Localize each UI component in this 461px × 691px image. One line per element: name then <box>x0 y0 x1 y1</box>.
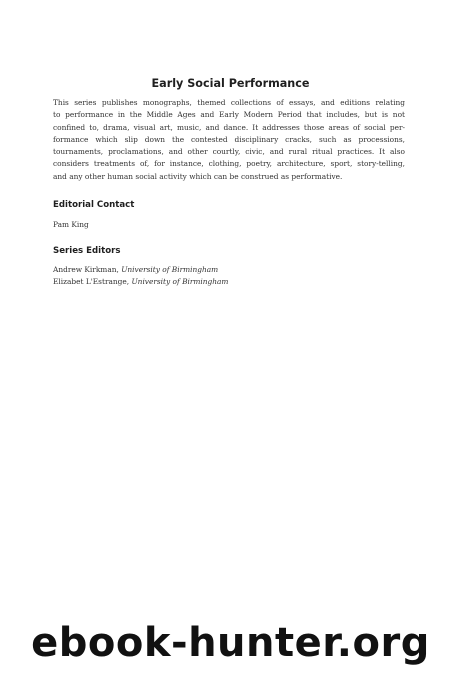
description-line: tournaments, proclamations, and other courtly, civic, and rural ritual practices. It also <box>53 147 405 157</box>
editorial-contact-name: Pam King <box>53 220 89 229</box>
editor-name: Andrew Kirkman, <box>53 265 122 274</box>
editorial-contact-heading: Editorial Contact <box>53 200 135 210</box>
series-description <box>53 97 405 183</box>
editor-affiliation: University of Birmingham <box>131 277 229 286</box>
series-editors-list <box>53 264 228 288</box>
description-line: This series publishes monographs, themed collections of essays, and editions relating <box>53 98 405 107</box>
description-line: formance which slip down the contested disciplinary cracks, such as processions, <box>53 134 405 144</box>
watermark-text: ebook-hunter.org <box>31 620 430 666</box>
description-line: to performance in the Middle Ages and Early Modern Period that includes, but is not <box>53 110 405 120</box>
series-title: Early Social Performance <box>151 77 310 90</box>
series-editors-heading: Series Editors <box>53 246 121 256</box>
editor-affiliation: University of Birmingham <box>121 265 219 274</box>
description-line: considers treatments of, for instance, clothing, poetry, architecture, sport, story-telling, <box>53 159 405 169</box>
description-line: confined to, drama, visual art, music, and dance. It addresses those areas of social per- <box>53 122 405 132</box>
editor-name: Elizabet L'Estrange, <box>53 277 132 286</box>
description-line: and any other human social activity which can be construed as performative. <box>53 171 343 181</box>
editor-entry <box>53 264 228 276</box>
editor-entry <box>53 276 228 288</box>
